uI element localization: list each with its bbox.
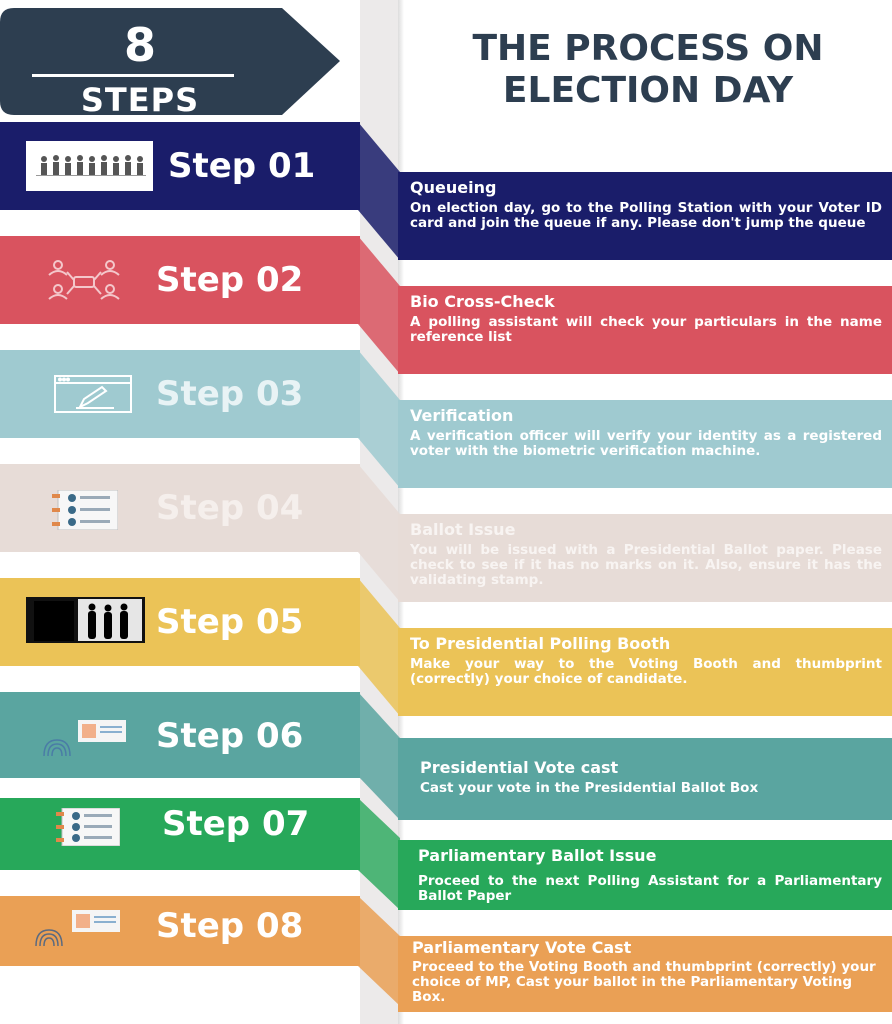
step-08-title: Parliamentary Vote Cast [412, 938, 632, 957]
step-06-description [398, 738, 892, 820]
step-06-title: Presidential Vote cast [420, 758, 619, 777]
step-04-description [398, 514, 892, 602]
step-06-label-band [0, 692, 360, 778]
step-01-label-band [0, 122, 360, 210]
step-03-body: A verification officer will verify your identity as a registered voter with the biometric verification machine. [410, 428, 882, 459]
steps-count: 8 [123, 18, 156, 72]
step-03-label: Step 03 [156, 374, 304, 414]
step-04-title: Ballot Issue [410, 520, 516, 539]
step-02-description [398, 286, 892, 374]
step-04-body: You will be issued with a Presidential Ballot paper. Please check to see if it has no marks on it. Also, ensure it has the validating stamp. [410, 542, 882, 588]
fingerprint-card-icon [40, 718, 128, 758]
network-people-icon [46, 258, 122, 304]
step-06-label: Step 06 [156, 716, 304, 756]
step-05-description [398, 628, 892, 716]
step-08-label-band [0, 896, 360, 966]
browser-pencil-icon [54, 375, 132, 413]
step-03-description [398, 400, 892, 488]
notebook-list-icon [52, 490, 118, 530]
step-05-label-band [0, 578, 360, 666]
step-01-description [398, 172, 892, 260]
notebook-list-icon [56, 808, 120, 846]
page-title-line-1: THE PROCESS ON [472, 28, 824, 69]
step-02-label-band [0, 236, 360, 324]
step-05-label: Step 05 [156, 602, 304, 642]
voting-booth-silhouette-icon [26, 597, 145, 643]
step-04-label-band [0, 464, 360, 552]
step-07-title: Parliamentary Ballot Issue [418, 846, 657, 865]
step-08-fold [358, 896, 400, 1012]
step-07-label: Step 07 [162, 804, 310, 844]
step-07-description [398, 840, 892, 910]
step-02-title: Bio Cross-Check [410, 292, 555, 311]
step-03-title: Verification [410, 406, 514, 425]
fingerprint-card-icon [32, 908, 122, 948]
step-01-label: Step 01 [168, 146, 316, 186]
step-04-label: Step 04 [156, 488, 304, 528]
step-01-body: On election day, go to the Polling Station with your Voter ID card and join the queue if any. Please don't jump the queue [410, 200, 882, 231]
step-01-title: Queueing [410, 178, 497, 197]
step-08-label: Step 08 [156, 906, 304, 946]
steps-banner [0, 8, 342, 119]
step-05-title: To Presidential Polling Booth [410, 634, 671, 653]
page-title [420, 28, 876, 112]
page-title-line-2: ELECTION DAY [502, 70, 794, 111]
step-07-body: Proceed to the next Polling Assistant for a Parliamentary Ballot Paper [418, 873, 882, 904]
step-08-description [398, 936, 892, 1012]
steps-word: STEPS [80, 81, 200, 119]
queue-people-icon [26, 141, 153, 191]
step-05-body: Make your way to the Voting Booth and thumbprint (correctly) your choice of candidate. [410, 656, 882, 687]
banner-underline [32, 74, 234, 77]
step-07-label-band [0, 798, 360, 870]
step-03-label-band [0, 350, 360, 438]
step-02-body: A polling assistant will check your particulars in the name reference list [410, 314, 882, 345]
step-06-body: Cast your vote in the Presidential Ballot Box [420, 780, 759, 796]
step-02-label: Step 02 [156, 260, 304, 300]
step-08-body: Proceed to the Voting Booth and thumbprint (correctly) your choice of MP, Cast your ballot in the Parliamentary Voting Box. [412, 959, 876, 1005]
